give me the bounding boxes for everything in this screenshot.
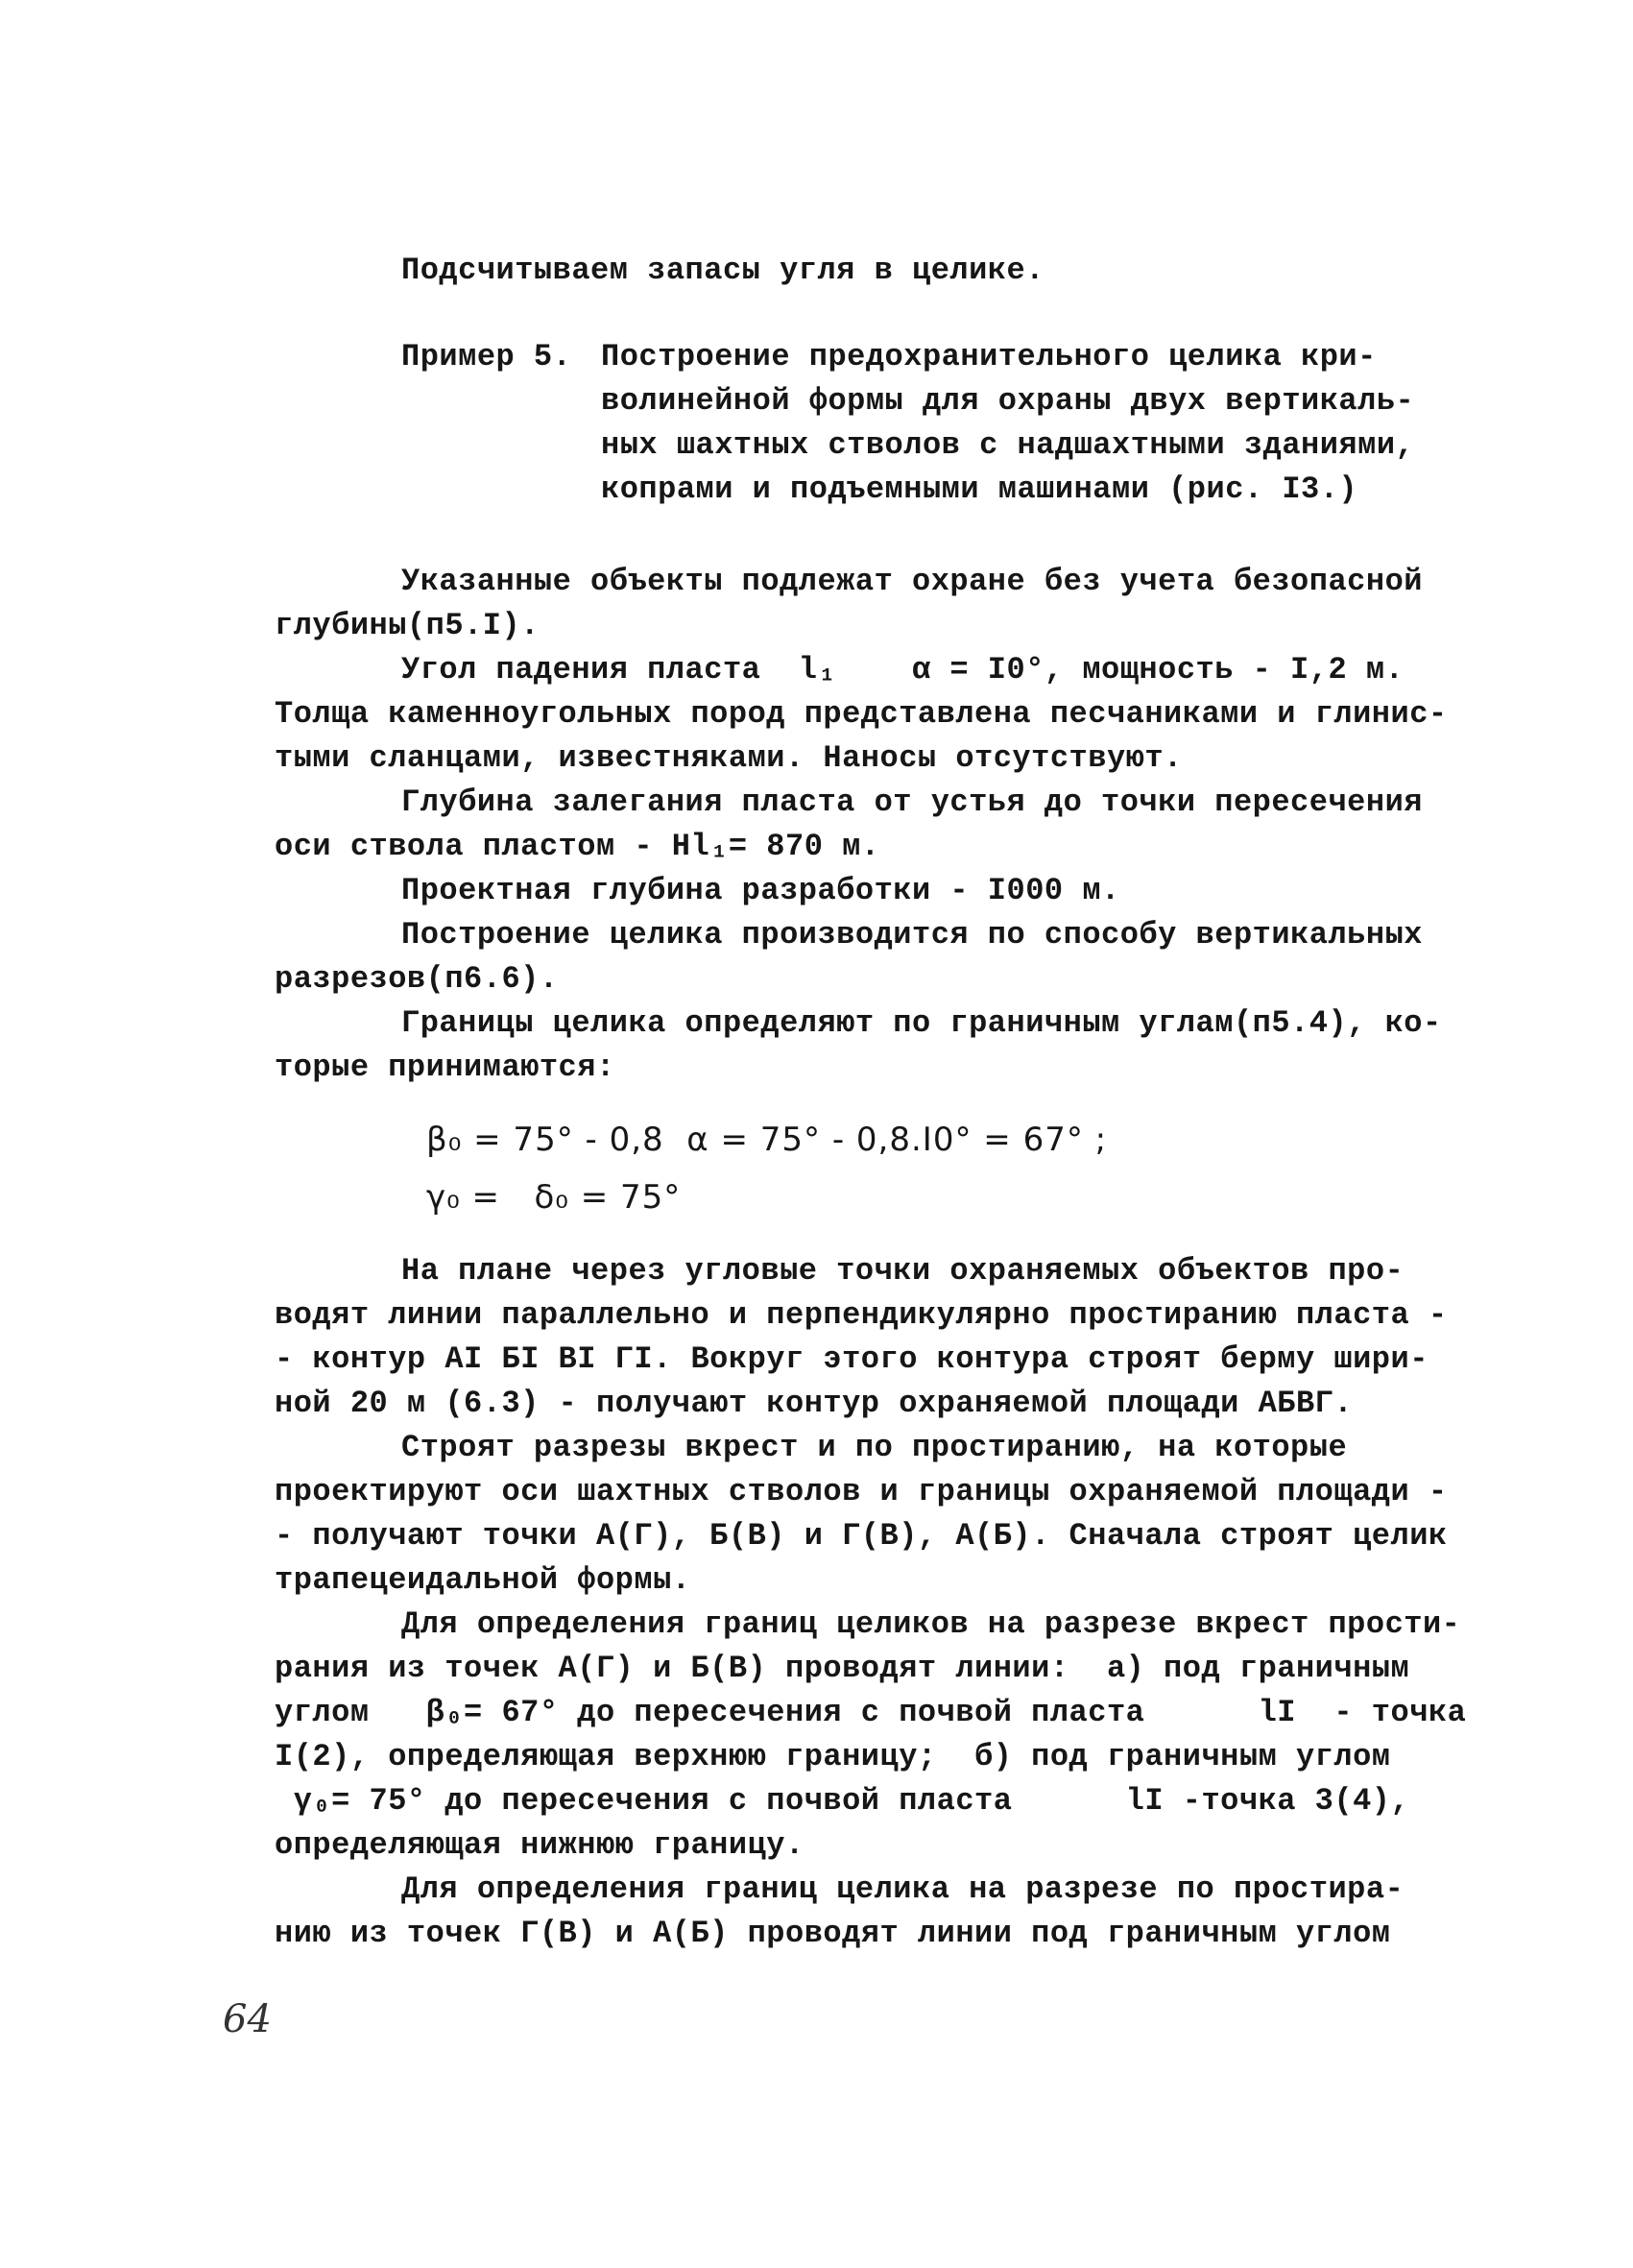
text-line: проектируют оси шахтных стволов и границы охраняемой площади -	[275, 1474, 1448, 1509]
text-line: торые принимаются:	[275, 1050, 615, 1085]
example-number: Пример 5.	[401, 339, 572, 374]
text-line: нию из точек Г(В) и А(Б) проводят линии под граничным углом	[275, 1916, 1391, 1951]
page-number: 64	[223, 1997, 272, 2041]
example-title-line: Построение предохранительного целика кри-	[601, 339, 1377, 374]
text-line: Угол падения пласта l₁ α = I0°, мощность - I,2 м.	[401, 652, 1405, 688]
text-line: - получают точки А(Г), Б(В) и Г(В), А(Б). Сначала строят целик	[275, 1518, 1448, 1554]
text-line: рания из точек А(Г) и Б(В) проводят линии: а) под граничным	[275, 1651, 1410, 1686]
text-line: На плане через угловые точки охраняемых объектов про-	[401, 1253, 1405, 1289]
text-line: γ₀= 75° до пересечения с почвой пласта lI -точка 3(4),	[275, 1783, 1410, 1819]
text-line: Проектная глубина разработки - I000 м.	[401, 873, 1120, 908]
text-line: Построение целика производится по способу вертикальных	[401, 917, 1423, 953]
text-line: углом β₀= 67° до пересечения с почвой пласта lI - точка	[275, 1695, 1467, 1730]
text-line: определяющая нижнюю границу.	[275, 1827, 804, 1863]
text-line: тыми сланцами, известняками. Наносы отсутствуют.	[275, 740, 1183, 776]
formula-line: β₀ = 75° - 0,8 α = 75° - 0,8.I0° = 67° ;	[426, 1121, 1108, 1159]
example-title-line: копрами и подъемными машинами (рис. I3.)	[601, 471, 1358, 507]
text-line: Строят разрезы вкрест и по простиранию, на которые	[401, 1430, 1348, 1465]
text-line: водят линии параллельно и перпендикулярно простиранию пласта -	[275, 1297, 1448, 1333]
text-line: ной 20 м (6.3) - получают контур охраняемой площади АБВГ.	[275, 1386, 1354, 1421]
intro-text: Подсчитываем запасы угля в целике.	[401, 253, 1045, 288]
text-line: - контур AI БI BI ГI. Вокруг этого контура строят берму шири-	[275, 1341, 1429, 1377]
text-line: глубины(п5.I).	[275, 608, 540, 643]
example-title-line: волинейной формы для охраны двух вертикаль-	[601, 383, 1415, 419]
text-line: разрезов(п6.6).	[275, 961, 559, 997]
text-line: I(2), определяющая верхнюю границу; б) под граничным углом	[275, 1739, 1391, 1774]
text-line: Границы целика определяют по граничным углам(п5.4), ко-	[401, 1005, 1442, 1041]
text-line: Для определения границ целиков на разрезе вкрест прости-	[401, 1606, 1461, 1642]
example-title-line: ных шахтных стволов с надшахтными зданиями,	[601, 427, 1415, 463]
text-line: Для определения границ целика на разрезе по простира-	[401, 1871, 1405, 1907]
text-line: оси ствола пластом - Hl₁= 870 м.	[275, 829, 880, 864]
text-line: Указанные объекты подлежат охране без учета безопасной	[401, 564, 1423, 599]
formula-line: γ₀ = δ₀ = 75°	[426, 1178, 682, 1217]
text-line: трапецеидальной формы.	[275, 1562, 691, 1598]
text-line: Глубина залегания пласта от устья до точки пересечения	[401, 784, 1423, 820]
text-line: Толща каменноугольных пород представлена песчаниками и глинис-	[275, 696, 1448, 732]
